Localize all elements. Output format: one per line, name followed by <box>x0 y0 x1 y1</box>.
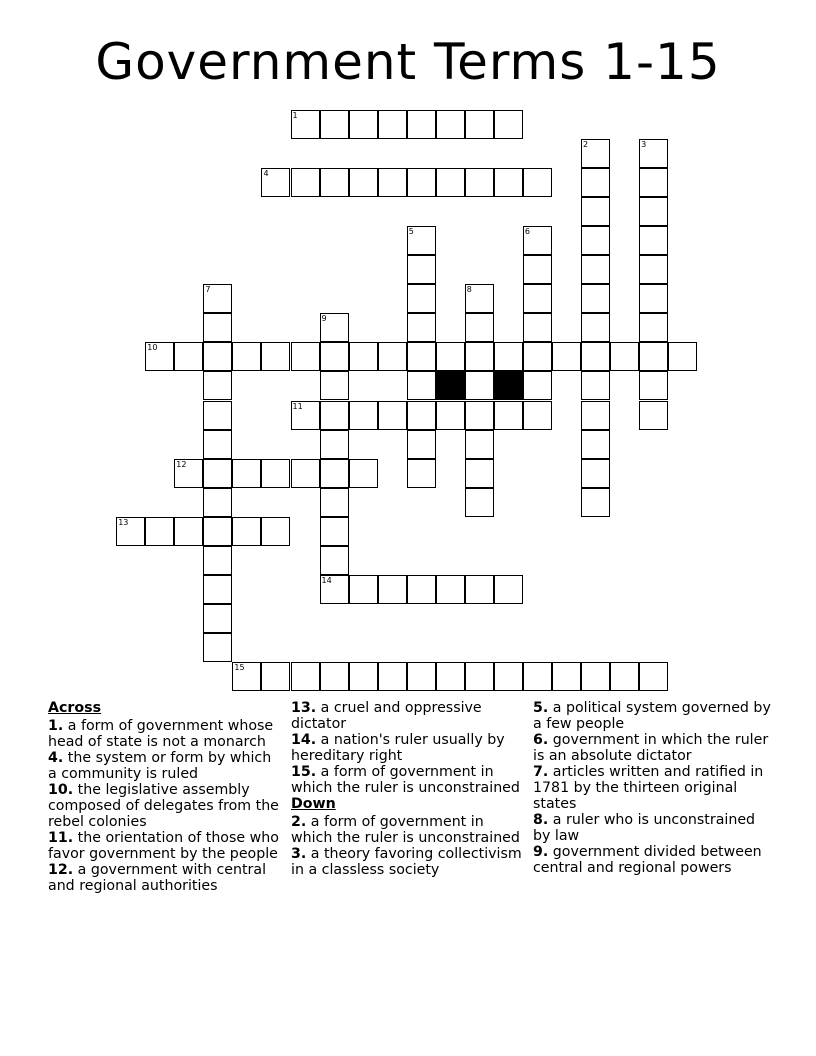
grid-cell[interactable] <box>639 284 668 313</box>
grid-cell[interactable] <box>465 430 494 459</box>
grid-cell[interactable] <box>523 168 552 197</box>
grid-cell[interactable] <box>291 342 320 371</box>
grid-cell[interactable] <box>581 197 610 226</box>
across-clue-13: 13. a cruel and oppressive dictator <box>291 700 482 732</box>
grid-cell[interactable] <box>581 430 610 459</box>
grid-cell[interactable] <box>203 371 232 400</box>
grid-cell[interactable] <box>407 430 436 459</box>
grid-cell[interactable] <box>552 342 581 371</box>
grid-cell[interactable] <box>378 342 407 371</box>
grid-cell[interactable] <box>145 517 174 546</box>
grid-cell[interactable] <box>581 662 610 691</box>
clue-number: 4 <box>263 169 269 179</box>
grid-cell[interactable] <box>581 459 610 488</box>
grid-cell[interactable] <box>232 459 261 488</box>
grid-cell[interactable] <box>320 110 349 139</box>
across-clue-14: 14. a nation's ruler usually by hereditary right <box>291 732 505 764</box>
grid-cell[interactable] <box>610 342 639 371</box>
grid-cell[interactable] <box>581 488 610 517</box>
grid-cell[interactable] <box>261 517 290 546</box>
grid-cell[interactable] <box>203 459 232 488</box>
grid-cell[interactable] <box>639 226 668 255</box>
grid-cell[interactable] <box>261 168 290 197</box>
grid-cell[interactable] <box>291 401 320 430</box>
across-heading: Across <box>48 700 102 716</box>
grid-cell[interactable] <box>407 284 436 313</box>
clue-number: 11 <box>292 401 303 411</box>
grid-cell[interactable] <box>407 226 436 255</box>
grid-cell[interactable] <box>436 342 465 371</box>
across-clue-15: 15. a form of government in which the ruler is unconstrained <box>291 764 520 796</box>
clue-column-1 <box>48 700 280 894</box>
grid-cell[interactable] <box>407 401 436 430</box>
grid-cell[interactable] <box>320 430 349 459</box>
grid-cell[interactable] <box>639 662 668 691</box>
clue-number: 1 <box>292 111 298 120</box>
grid-cell[interactable] <box>291 662 320 691</box>
down-clue-3: 3. a theory favoring collectivism in a classless society <box>291 846 522 878</box>
grid-cell[interactable] <box>436 401 465 430</box>
grid-cell[interactable] <box>174 342 203 371</box>
grid-cell[interactable] <box>639 371 668 400</box>
clue-number: 14 <box>321 575 332 585</box>
across-clue-11: 11. the orientation of those who favor government by the people <box>48 830 279 862</box>
grid-cell[interactable] <box>145 342 174 371</box>
grid-cell[interactable] <box>407 110 436 139</box>
puzzle-title: Government Terms 1-15 <box>95 33 721 91</box>
grid-cell[interactable] <box>320 575 349 604</box>
clue-column-3 <box>533 700 773 876</box>
grid-cell[interactable] <box>203 517 232 546</box>
grid-cell[interactable] <box>174 517 203 546</box>
grid-cell[interactable] <box>349 401 378 430</box>
grid-cell[interactable] <box>203 488 232 517</box>
grid-cell[interactable] <box>349 342 378 371</box>
grid-cell[interactable] <box>436 168 465 197</box>
grid-cell[interactable] <box>116 517 145 546</box>
grid-cell[interactable] <box>320 546 349 575</box>
grid-cell[interactable] <box>552 662 581 691</box>
grid-cell[interactable] <box>465 401 494 430</box>
grid-cell[interactable] <box>639 168 668 197</box>
grid-cell[interactable] <box>320 313 349 342</box>
black-square <box>494 371 523 400</box>
grid-cell[interactable] <box>407 662 436 691</box>
clue-number: 6 <box>524 227 530 237</box>
grid-cell[interactable] <box>523 662 552 691</box>
grid-cell[interactable] <box>407 371 436 400</box>
clue-column-2 <box>291 700 523 878</box>
grid-cell[interactable] <box>203 546 232 575</box>
grid-cell[interactable] <box>581 371 610 400</box>
grid-cell[interactable] <box>494 342 523 371</box>
grid-cell[interactable] <box>232 517 261 546</box>
grid-cell[interactable] <box>203 313 232 342</box>
grid-cell[interactable] <box>523 255 552 284</box>
grid-cell[interactable] <box>581 401 610 430</box>
grid-cell[interactable] <box>523 371 552 400</box>
grid-cell[interactable] <box>261 342 290 371</box>
clue-number: 13 <box>118 517 129 527</box>
grid-cell[interactable] <box>494 110 523 139</box>
grid-cell[interactable] <box>349 459 378 488</box>
grid-cell[interactable] <box>407 342 436 371</box>
grid-cell[interactable] <box>407 313 436 342</box>
clue-number: 8 <box>466 285 472 295</box>
grid-cell[interactable] <box>203 342 232 371</box>
clue-number: 7 <box>205 285 211 295</box>
clue-number: 10 <box>147 343 158 353</box>
grid-cell[interactable] <box>581 255 610 284</box>
grid-cell[interactable] <box>261 662 290 691</box>
grid-cell[interactable] <box>320 459 349 488</box>
grid-cell[interactable] <box>407 575 436 604</box>
grid-cell[interactable] <box>291 110 320 139</box>
clue-number: 2 <box>583 140 589 150</box>
grid-cell[interactable] <box>610 662 639 691</box>
grid-cell[interactable] <box>203 401 232 430</box>
grid-cell[interactable] <box>523 313 552 342</box>
grid-cell[interactable] <box>581 168 610 197</box>
grid-cell[interactable] <box>465 575 494 604</box>
down-clue-9: 9. government divided between central and regional powers <box>533 844 762 876</box>
grid-cell[interactable] <box>261 459 290 488</box>
grid-cell[interactable] <box>581 342 610 371</box>
grid-cell[interactable] <box>494 662 523 691</box>
grid-cell[interactable] <box>320 401 349 430</box>
grid-cell[interactable] <box>639 197 668 226</box>
grid-cell[interactable] <box>494 575 523 604</box>
grid-cell[interactable] <box>465 342 494 371</box>
grid-cell[interactable] <box>465 284 494 313</box>
grid-cell[interactable] <box>494 168 523 197</box>
grid-cell[interactable] <box>581 226 610 255</box>
down-clue-2: 2. a form of government in which the ruler is unconstrained <box>291 814 520 846</box>
grid-cell[interactable] <box>436 662 465 691</box>
grid-cell[interactable] <box>378 662 407 691</box>
grid-cell[interactable] <box>465 459 494 488</box>
clue-number: 3 <box>641 140 647 150</box>
grid-cell[interactable] <box>320 342 349 371</box>
grid-cell[interactable] <box>291 459 320 488</box>
grid-cell[interactable] <box>232 342 261 371</box>
grid-cell[interactable] <box>349 168 378 197</box>
grid-cell[interactable] <box>581 139 610 168</box>
grid-cell[interactable] <box>465 371 494 400</box>
grid-cell[interactable] <box>407 459 436 488</box>
grid-cell[interactable] <box>174 459 203 488</box>
grid-cell[interactable] <box>523 284 552 313</box>
grid-cell[interactable] <box>639 313 668 342</box>
grid-cell[interactable] <box>407 168 436 197</box>
across-clue-10: 10. the legislative assembly composed of delegates from the rebel colonies <box>48 782 279 830</box>
grid-cell[interactable] <box>465 488 494 517</box>
grid-cell[interactable] <box>639 139 668 168</box>
down-clue-7: 7. articles written and ratified in 1781 by the thirteen original states <box>533 764 764 812</box>
grid-cell[interactable] <box>581 313 610 342</box>
grid-cell[interactable] <box>232 662 261 691</box>
grid-cell[interactable] <box>436 575 465 604</box>
grid-cell[interactable] <box>320 371 349 400</box>
across-clue-4: 4. the system or form by which a community is ruled <box>48 750 272 782</box>
across-clue-1: 1. a form of government whose head of state is not a monarch <box>48 718 274 750</box>
grid-cell[interactable] <box>203 284 232 313</box>
grid-cell[interactable] <box>320 517 349 546</box>
grid-cell[interactable] <box>349 110 378 139</box>
grid-cell[interactable] <box>349 662 378 691</box>
grid-cell[interactable] <box>378 110 407 139</box>
grid-cell[interactable] <box>523 342 552 371</box>
grid-cell[interactable] <box>378 401 407 430</box>
grid-cell[interactable] <box>203 575 232 604</box>
grid-cell[interactable] <box>523 226 552 255</box>
grid-cell[interactable] <box>203 604 232 633</box>
grid-cell[interactable] <box>639 342 668 371</box>
grid-cell[interactable] <box>639 255 668 284</box>
grid-cell[interactable] <box>378 168 407 197</box>
down-clue-5: 5. a political system governed by a few people <box>533 700 771 732</box>
grid-cell[interactable] <box>523 401 552 430</box>
clue-number: 12 <box>176 459 187 469</box>
grid-cell[interactable] <box>320 168 349 197</box>
grid-cell[interactable] <box>407 255 436 284</box>
grid-cell[interactable] <box>465 662 494 691</box>
down-heading: Down <box>291 796 336 812</box>
grid-cell[interactable] <box>291 168 320 197</box>
grid-cell[interactable] <box>203 633 232 662</box>
grid-cell[interactable] <box>203 430 232 459</box>
grid-cell[interactable] <box>639 401 668 430</box>
grid-cell[interactable] <box>349 575 378 604</box>
down-clue-6: 6. government in which the ruler is an absolute dictator <box>533 732 769 764</box>
grid-cell[interactable] <box>494 401 523 430</box>
clue-number: 15 <box>234 662 245 672</box>
grid-cell[interactable] <box>465 168 494 197</box>
grid-cell[interactable] <box>320 662 349 691</box>
grid-cell[interactable] <box>581 284 610 313</box>
grid-cell[interactable] <box>320 488 349 517</box>
down-clue-8: 8. a ruler who is unconstrained by law <box>533 812 756 844</box>
black-square <box>436 371 465 400</box>
grid-cell[interactable] <box>436 110 465 139</box>
clue-number: 5 <box>408 227 414 237</box>
grid-cell[interactable] <box>378 575 407 604</box>
clue-number: 9 <box>321 314 327 324</box>
grid-cell[interactable] <box>465 110 494 139</box>
across-clue-12: 12. a government with central and regional authorities <box>48 862 267 894</box>
grid-cell[interactable] <box>465 313 494 342</box>
grid-cell[interactable] <box>668 342 697 371</box>
